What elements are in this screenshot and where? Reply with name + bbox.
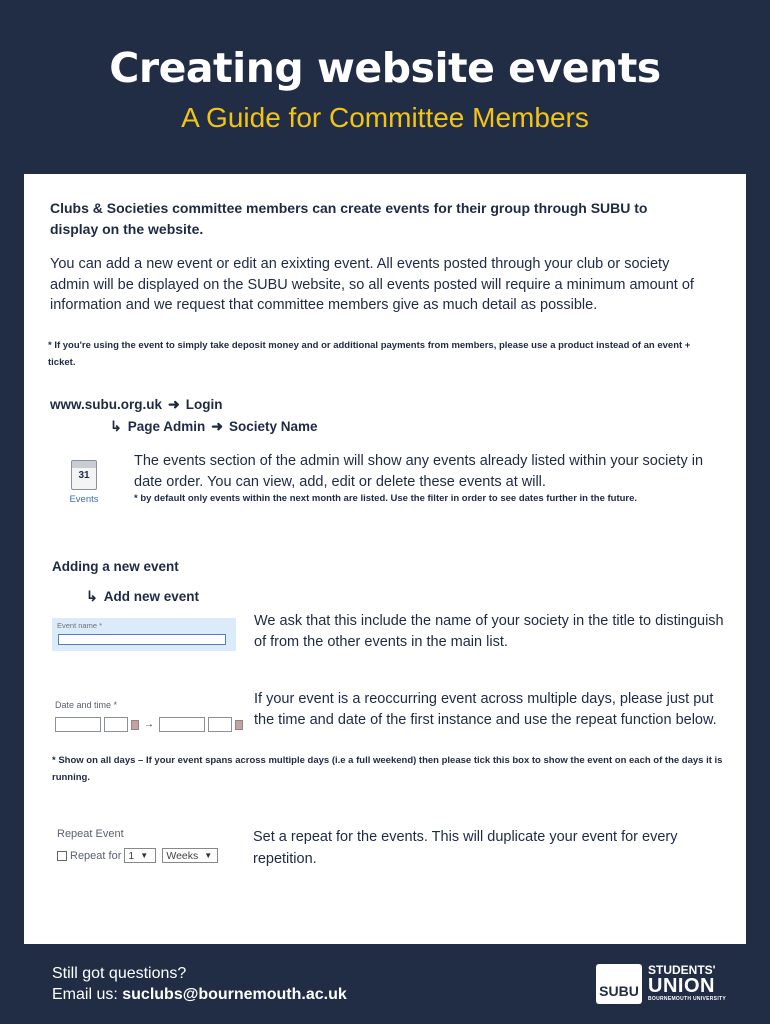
intro-paragraph: You can add a new event or edit an exixting event. All events posted through your club or society admin will be displayed on the SUBU website, so all events posted will require a minimum amount of information and we request that committee members give as much detail as possible. xyxy=(50,256,694,313)
site-link[interactable]: www.subu.org.uk xyxy=(50,397,163,412)
repeat-unit-select[interactable]: Weeks ▼ xyxy=(162,848,218,863)
adding-heading: Adding a new event xyxy=(52,559,179,574)
path-row-1 xyxy=(50,396,223,413)
logo-students: STUDENTS' xyxy=(648,963,716,977)
path-row-2 xyxy=(110,418,318,435)
calendar-picker-icon[interactable] xyxy=(235,720,243,730)
chevron-down-icon: ▼ xyxy=(204,851,213,860)
arrow-right-icon: ➜ xyxy=(168,396,180,412)
date-time-label: Date and time * xyxy=(55,700,118,710)
end-time-input[interactable] xyxy=(208,717,232,732)
event-name-label: Event name * xyxy=(57,621,103,630)
calendar-icon: 31 xyxy=(71,460,97,490)
chevron-down-icon: ▼ xyxy=(140,851,149,860)
repeat-description: Set a repeat for the events. This will duplicate your event for every repetition. xyxy=(253,829,678,867)
events-admin-icon[interactable] xyxy=(64,460,104,505)
footer-question: Still got questions? xyxy=(52,965,187,982)
hook-arrow-icon: ↳ xyxy=(110,418,122,434)
footer-contact xyxy=(52,963,347,1005)
date-time-fields xyxy=(55,717,243,732)
event-title-description: We ask that this include the name of your society in the title to distinguish of from the other events in the main list. xyxy=(254,613,724,650)
content-card xyxy=(24,174,746,944)
logo-university: BOURNEMOUTH UNIVERSITY xyxy=(648,996,726,1002)
event-name-field-example xyxy=(52,618,236,651)
page-title: Creating website events xyxy=(109,44,661,92)
arrow-right-icon: → xyxy=(144,719,154,730)
end-date-input[interactable] xyxy=(159,717,205,732)
repeat-event-label: Repeat Event xyxy=(57,828,124,840)
repeat-checkbox[interactable] xyxy=(57,851,67,861)
hook-arrow-icon: ↳ xyxy=(86,588,98,604)
subu-logo xyxy=(596,962,726,1006)
event-name-input[interactable] xyxy=(58,634,226,645)
login-step: Login xyxy=(185,397,223,412)
calendar-picker-icon[interactable] xyxy=(131,720,139,730)
events-note: * by default only events within the next month are listed. Use the filter in order to see dates further in the future. xyxy=(134,493,638,504)
start-time-input[interactable] xyxy=(104,717,128,732)
arrow-right-icon: ➜ xyxy=(211,418,223,434)
email-link[interactable]: suclubs@bournemouth.ac.uk xyxy=(122,986,347,1003)
society-name-step: Society Name xyxy=(228,419,318,434)
events-icon-label: Events xyxy=(69,494,99,505)
intro-heading: Clubs & Societies committee members can create events for their group through SUBU to display on the website. xyxy=(50,200,648,237)
events-description: The events section of the admin will show any events already listed within your society in date order. You can view, add, edit or delete these events at will. xyxy=(134,453,704,490)
repeat-count-select[interactable]: 1 ▼ xyxy=(124,848,156,863)
add-new-event-row xyxy=(86,588,199,605)
logo-union: UNION xyxy=(648,975,715,997)
page-subtitle: A Guide for Committee Members xyxy=(181,102,589,133)
show-all-days-note: * Show on all days – If your event spans across multiple days (i.e a full weekend) then please tick this box to show the event on each of the days it is running. xyxy=(52,755,723,783)
subu-logo-mark: SUBU xyxy=(596,964,642,1004)
add-new-event-link[interactable]: Add new event xyxy=(103,589,199,604)
page-admin-step: Page Admin xyxy=(127,419,206,434)
email-prefix: Email us: xyxy=(52,986,118,1003)
start-date-input[interactable] xyxy=(55,717,101,732)
date-description: If your event is a reoccurring event across multiple days, please just put the time and date of the first instance and use the repeat function below. xyxy=(254,691,717,728)
intro-note: * If you're using the event to simply take deposit money and or additional payments from members, please use a product instead of an event + ticket. xyxy=(48,340,691,368)
repeat-controls xyxy=(57,848,218,863)
repeat-for-label: Repeat for xyxy=(70,849,122,862)
